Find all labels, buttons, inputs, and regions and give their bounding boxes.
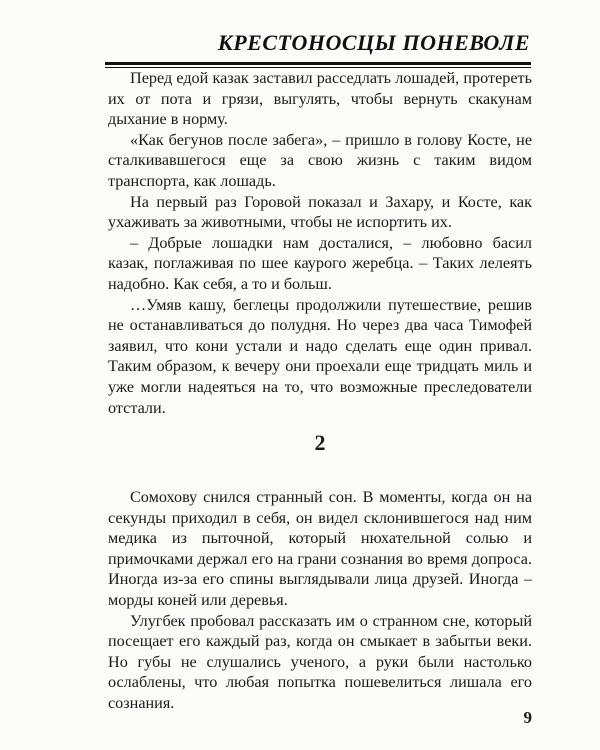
- page-number: 9: [523, 708, 532, 727]
- paragraph: Перед едой казак заставил расседлать лошадей, протереть их от пота и грязи, выгулять, чтобы вернуть скакунам дыхание в норму.: [108, 69, 532, 129]
- paragraph: Улугбек пробовал рассказать им о странном сне, который посещает его каждый раз, когда он смыкает в забытьи веки. Но губы не слушались ученого, а руки были настолько ослаблены, что любая попытка пошевелиться лишала его сознания.: [108, 611, 532, 712]
- chapter-number: 2: [314, 430, 326, 455]
- paragraph: «Как бегунов после забега», – пришло в голову Косте, не сталкивавшегося еще за свою жизнь с таким видом транспорта, как лошадь.: [108, 130, 532, 190]
- paragraph: – Добрые лошадки нам досталися, – любовно басил казак, поглаживая по шее каурого жеребца. – Таких лелеять надобно. Как себя, а то и больш.: [108, 233, 532, 293]
- running-title: КРЕСТОНОСЦЫ ПОНЕВОЛЕ: [217, 30, 530, 55]
- section-2-text: [108, 487, 532, 714]
- paragraph: Сомохову снился странный сон. В моменты, когда он на секунды приходил в себя, он видел склонившегося над ним медика из пыточной, который нюхательной солью и примочками держал его на грани сознания во время допроса. Иногда из-за его спины выглядывали лица друзей. Иногда – морды коней или деревья.: [108, 488, 532, 609]
- paragraph: …Умяв кашу, беглецы продолжили путешествие, решив не останавливаться до полудня. Но через два часа Тимофей заявил, что кони устали и надо сделать еще один привал. Таким образом, к вечеру они проехали еще тридцать миль и уже могли надеяться на то, что возможные преследователи отстали.: [108, 295, 532, 417]
- paragraph: На первый раз Горовой показал и Захару, и Косте, как ухаживать за животными, чтобы не испортить их.: [108, 192, 532, 232]
- section-1-text: [108, 68, 532, 418]
